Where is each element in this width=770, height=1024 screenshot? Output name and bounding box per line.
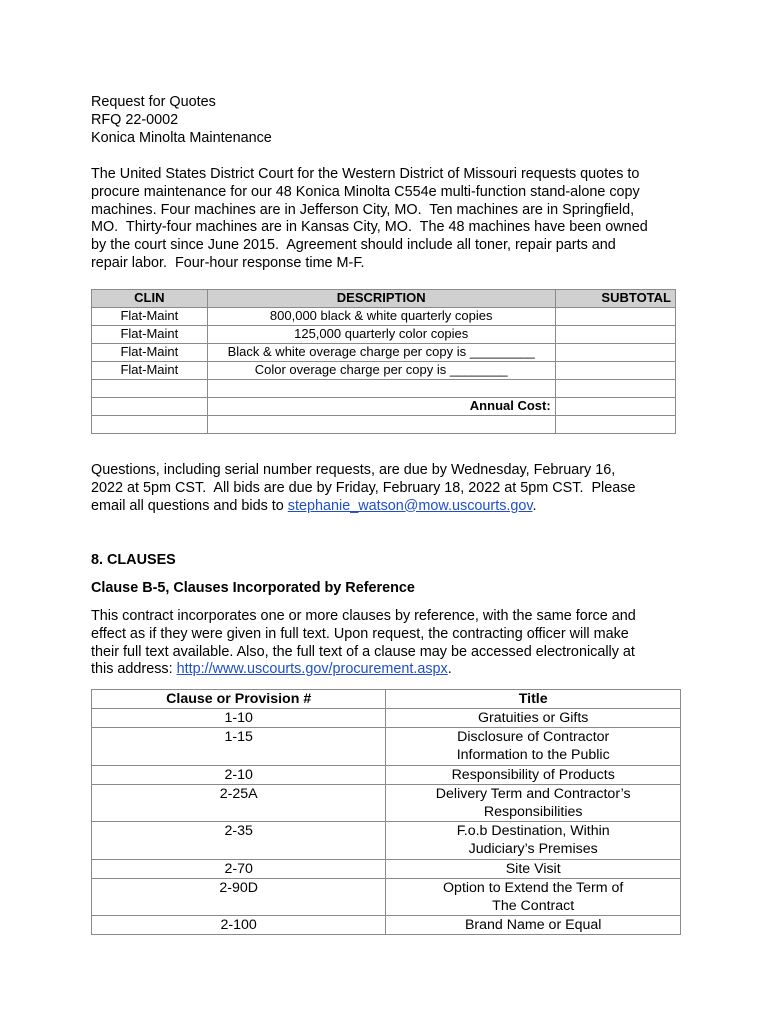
rfq-header xyxy=(91,94,691,147)
intro-line: The United States District Court for the Western District of Missouri requests quotes to xyxy=(91,166,640,182)
clause-title xyxy=(386,784,681,821)
clause-title-line: Judiciary’s Premises xyxy=(468,841,598,858)
clauses-line xyxy=(91,661,691,679)
clause-number: 2-35 xyxy=(92,822,386,859)
clause-number-header: Clause or Provision # xyxy=(92,690,386,709)
clause-title xyxy=(386,859,681,878)
clause-title-line: Disclosure of Contractor xyxy=(457,729,610,746)
table-row xyxy=(92,916,681,935)
clause-title-line: Option to Extend the Term of xyxy=(443,879,624,896)
clause-title-header: Title xyxy=(386,690,681,709)
clause-title-line: F.o.b Destination, Within xyxy=(456,823,610,840)
header-rfq-number: RFQ 22-0002 xyxy=(91,111,179,128)
clauses-paragraph xyxy=(91,608,691,679)
clause-number: 1-10 xyxy=(92,709,386,728)
clause-title-line: Responsibilities xyxy=(483,804,583,821)
clause-title xyxy=(386,765,681,784)
description-header: DESCRIPTION xyxy=(207,290,555,308)
table-row xyxy=(92,878,681,915)
intro-line: machines. Four machines are in Jefferson City, MO. Ten machines are in Springfield, xyxy=(91,201,635,218)
subtotal-cell[interactable] xyxy=(555,344,675,362)
clause-title-line: Responsibility of Products xyxy=(451,766,615,783)
table-row xyxy=(92,709,681,728)
empty-cell xyxy=(555,380,675,398)
procurement-link[interactable]: http://www.uscourts.gov/procurement.aspx xyxy=(176,661,448,678)
clause-title xyxy=(386,878,681,915)
intro-line: repair labor. Four-hour response time M-F. xyxy=(91,254,365,271)
clin-cell: Flat-Maint xyxy=(92,308,208,326)
table-row xyxy=(92,344,676,362)
header-subject: Konica Minolta Maintenance xyxy=(91,129,272,146)
description-cell: Color overage charge per copy is ________ xyxy=(207,362,555,380)
table-row xyxy=(92,308,676,326)
table-row xyxy=(92,784,681,821)
clause-number: 2-70 xyxy=(92,859,386,878)
clin-header: CLIN xyxy=(92,290,208,308)
table-row xyxy=(92,822,681,859)
empty-cell xyxy=(555,416,675,434)
clause-number: 2-10 xyxy=(92,765,386,784)
subtotal-cell[interactable] xyxy=(555,362,675,380)
annual-cost-value-cell[interactable] xyxy=(555,398,675,416)
empty-cell xyxy=(207,416,555,434)
clause-number: 2-100 xyxy=(92,916,386,935)
clauses-period: . xyxy=(447,661,452,678)
questions-paragraph xyxy=(91,462,691,515)
empty-cell xyxy=(92,380,208,398)
empty-cell xyxy=(207,380,555,398)
intro-line: procure maintenance for our 48 Konica Minolta C554e multi-function stand-alone copy xyxy=(91,183,640,200)
clause-number: 1-15 xyxy=(92,728,386,765)
description-cell: 800,000 black & white quarterly copies xyxy=(207,308,555,326)
intro-paragraph xyxy=(91,166,691,273)
clause-number: 2-25A xyxy=(92,784,386,821)
clause-title-line: Delivery Term and Contractor’s xyxy=(435,785,631,802)
clause-title xyxy=(386,709,681,728)
annual-cost-label: Annual Cost: xyxy=(207,398,555,416)
clin-cell: Flat-Maint xyxy=(92,326,208,344)
clause-title-line: Gratuities or Gifts xyxy=(477,710,589,726)
description-cell: Black & white overage charge per copy is _________ xyxy=(207,344,555,362)
table-row xyxy=(92,728,681,765)
annual-cost-row xyxy=(92,398,676,416)
clauses-line: their full text available. Also, the full text of a clause may be accessed electronically at xyxy=(91,643,635,660)
table-row xyxy=(92,765,681,784)
intro-line: MO. Thirty-four machines are in Kansas City, MO. The 48 machines have been owned xyxy=(91,219,648,236)
table-row xyxy=(92,326,676,344)
subtotal-cell[interactable] xyxy=(555,308,675,326)
clause-title-line: Information to the Public xyxy=(456,747,610,764)
questions-text: email all questions and bids to xyxy=(91,497,288,514)
clause-title xyxy=(386,916,681,935)
clin-cell: Flat-Maint xyxy=(92,344,208,362)
clause-title xyxy=(386,822,681,859)
empty-cell xyxy=(92,416,208,434)
pricing-table xyxy=(91,289,676,434)
subtotal-cell[interactable] xyxy=(555,326,675,344)
description-cell: 125,000 quarterly color copies xyxy=(207,326,555,344)
pricing-header-row xyxy=(92,290,676,308)
questions-line xyxy=(91,498,691,516)
questions-period: . xyxy=(532,497,537,514)
clause-title-line: Site Visit xyxy=(505,860,561,877)
clause-title-line: The Contract xyxy=(492,898,575,915)
clause-header-row xyxy=(92,690,681,709)
table-row xyxy=(92,362,676,380)
clause-table xyxy=(91,689,681,935)
clause-subheading: Clause B-5, Clauses Incorporated by Reference xyxy=(91,580,415,596)
clauses-line: effect as if they were given in full text. Upon request, the contracting officer will make xyxy=(91,625,629,642)
table-row-empty xyxy=(92,416,676,434)
table-row xyxy=(92,859,681,878)
clause-number: 2-90D xyxy=(92,878,386,915)
intro-line: by the court since June 2015. Agreement should include all toner, repair parts and xyxy=(91,237,616,254)
header-title: Request for Quotes xyxy=(91,94,216,110)
email-link[interactable]: stephanie_watson@mow.uscourts.gov xyxy=(287,497,533,514)
empty-cell xyxy=(92,398,208,416)
clause-title xyxy=(386,728,681,765)
clauses-text: this address: xyxy=(91,661,177,678)
table-row-empty xyxy=(92,380,676,398)
clin-cell: Flat-Maint xyxy=(92,362,208,380)
section-heading: 8. CLAUSES xyxy=(91,552,176,568)
clause-title-line: Brand Name or Equal xyxy=(464,917,602,934)
clauses-line: This contract incorporates one or more clauses by reference, with the same force and xyxy=(91,608,636,624)
questions-line: 2022 at 5pm CST. All bids are due by Friday, February 18, 2022 at 5pm CST. Please xyxy=(91,479,636,496)
subtotal-header: SUBTOTAL xyxy=(555,290,675,308)
questions-line: Questions, including serial number requests, are due by Wednesday, February 16, xyxy=(91,462,616,478)
